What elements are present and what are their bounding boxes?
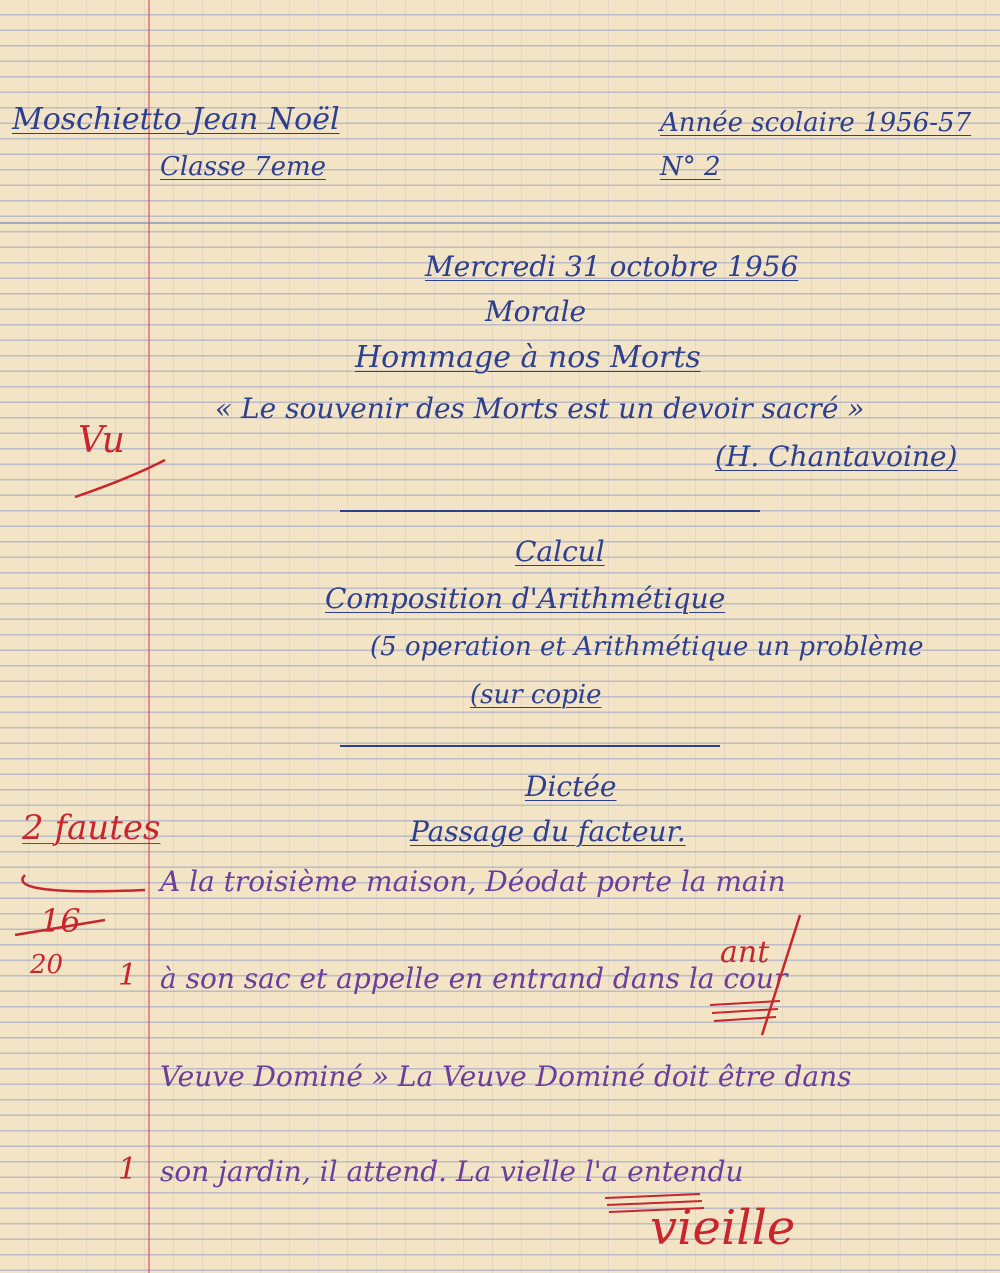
line-error-mark: 1: [118, 958, 138, 993]
calcul-note: (sur copie: [470, 680, 602, 710]
dictee-line: son jardin, il attend. La vielle l'a entendu: [160, 1155, 744, 1188]
school-year: Année scolaire 1956-57: [660, 108, 972, 138]
calcul-detail: (5 operation et Arithmétique un problème: [370, 632, 924, 662]
morale-subject: Morale: [485, 295, 587, 328]
faults-count: 2 fautes: [22, 808, 161, 848]
section-divider: [340, 510, 760, 512]
dictee-line: Veuve Dominé » La Veuve Dominé doit être dans: [160, 1060, 852, 1093]
copy-number: N° 2: [660, 152, 721, 182]
calcul-subject: Calcul: [515, 535, 605, 568]
dictee-line: à son sac et appelle en entrand dans la cour: [160, 962, 788, 995]
score-numerator: 16: [40, 902, 81, 940]
class-label: Classe 7eme: [160, 152, 327, 182]
date-heading: Mercredi 31 octobre 1956: [425, 250, 799, 283]
score-denominator: 20: [30, 950, 64, 980]
student-name: Moschietto Jean Noël: [12, 102, 340, 137]
correction-vieille: vieille: [650, 1200, 796, 1256]
score-fraction-bar: [10, 860, 160, 950]
section-divider: [340, 745, 720, 747]
line-error-mark: 1: [118, 1152, 138, 1187]
dictee-line: A la troisième maison, Déodat porte la main: [160, 865, 786, 898]
calcul-title: Composition d'Arithmétique: [325, 582, 726, 615]
dictee-title: Passage du facteur.: [410, 815, 686, 848]
header-rule: [0, 222, 1000, 224]
morale-author: (H. Chantavoine): [715, 440, 958, 473]
morale-quote: « Le souvenir des Morts est un devoir sacré »: [215, 392, 865, 425]
dictee-subject: Dictée: [525, 770, 617, 803]
teacher-check-stroke: [70, 455, 170, 505]
morale-title: Hommage à nos Morts: [355, 340, 701, 375]
teacher-mark-vu: Vu: [78, 420, 125, 461]
correction-ant: ant: [720, 935, 770, 970]
margin-line: [148, 0, 150, 1273]
correction-strokes-1: [700, 905, 820, 1045]
